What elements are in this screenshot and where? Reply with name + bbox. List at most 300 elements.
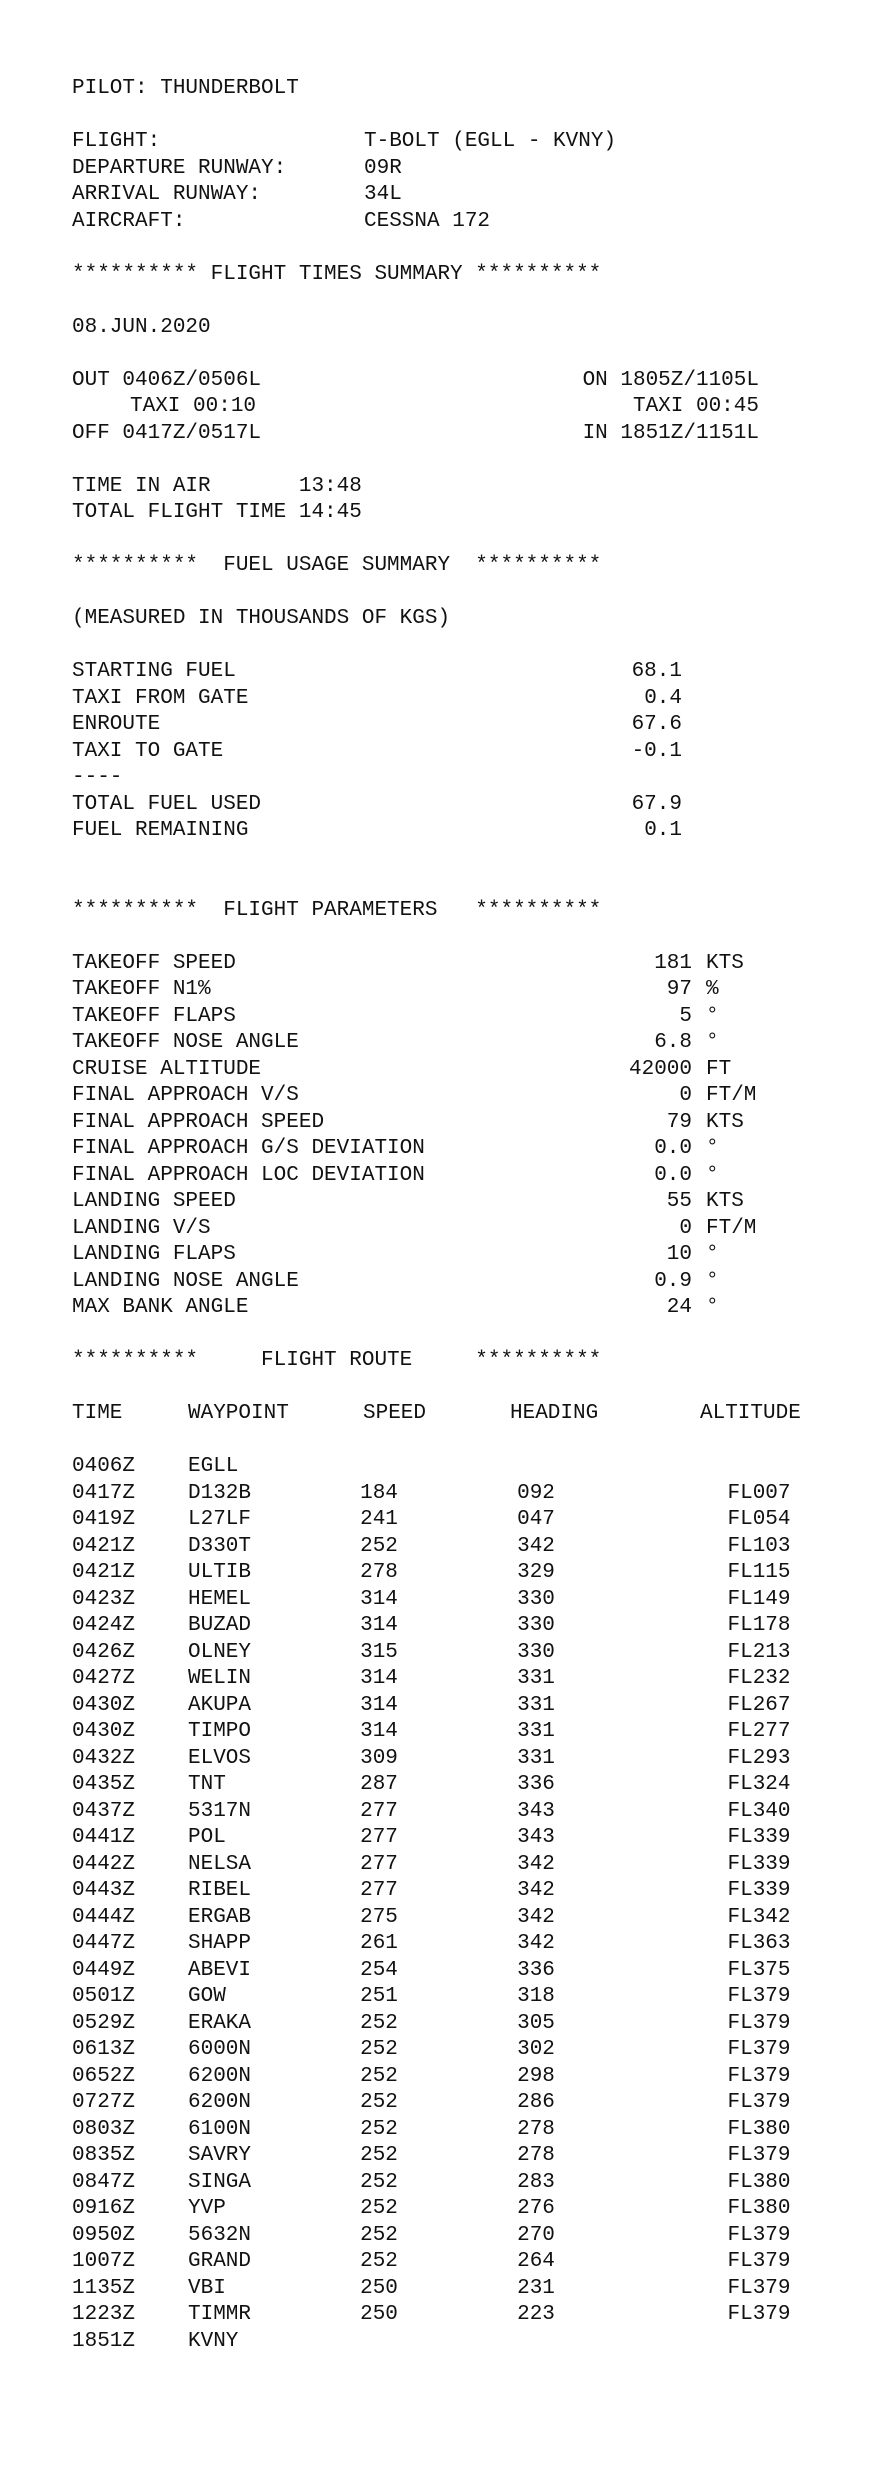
route-waypoint: EGLL: [188, 1455, 239, 1478]
route-waypoint: TIMPO: [188, 1720, 252, 1743]
route-altitude: FL380: [727, 2197, 791, 2220]
time-in-air: TIME IN AIR 13:48: [72, 474, 362, 498]
route-heading: 302: [517, 2038, 555, 2061]
route-heading: 305: [517, 2011, 555, 2035]
route-heading: 092: [517, 1481, 555, 1505]
route-heading: 283: [517, 2170, 555, 2194]
route-time: 1851Z: [72, 2329, 136, 2353]
route-waypoint: 6000N: [188, 2038, 252, 2061]
flight-info-label: ARRIVAL RUNWAY:: [72, 183, 262, 206]
param-value: 24: [666, 1296, 692, 1319]
table-row: [72, 1693, 862, 1720]
route-speed: 252: [360, 1534, 398, 1558]
param-row: [72, 1057, 862, 1084]
param-value: 79: [666, 1110, 692, 1134]
fuel-value: 0.4: [644, 686, 682, 710]
route-heading: 298: [517, 2064, 555, 2088]
param-value: 0: [679, 1216, 692, 1240]
param-label: CRUISE ALTITUDE: [72, 1057, 262, 1081]
table-row: [72, 2249, 862, 2276]
fuel-label: FUEL REMAINING: [72, 819, 249, 842]
flight-info-label: FLIGHT:: [72, 130, 161, 153]
route-speed: 252: [360, 2144, 398, 2167]
param-unit: °: [706, 1269, 719, 1293]
param-row: [72, 1030, 862, 1057]
route-heading: 278: [517, 2144, 555, 2167]
route-waypoint: VBI: [188, 2276, 226, 2300]
param-row: [72, 1242, 862, 1269]
route-heading: 330: [517, 1587, 555, 1611]
param-unit: KTS: [706, 1190, 744, 1213]
route-altitude: FL342: [727, 1905, 791, 1929]
params-block: [72, 951, 862, 1322]
times-row: [72, 394, 862, 421]
route-altitude: FL379: [727, 2223, 791, 2247]
table-row: [72, 2011, 862, 2038]
route-speed: 315: [360, 1640, 398, 1664]
fuel-value: 67.9: [631, 792, 682, 816]
route-waypoint: TNT: [188, 1773, 226, 1796]
route-time: 0424Z: [72, 1614, 136, 1637]
route-altitude: FL339: [727, 1852, 791, 1876]
route-waypoint: L27LF: [188, 1508, 252, 1531]
param-unit: KTS: [706, 1110, 744, 1134]
route-speed: 278: [360, 1561, 398, 1584]
param-unit: FT: [706, 1057, 732, 1081]
route-waypoint: ERAKA: [188, 2011, 252, 2035]
route-speed: 254: [360, 1958, 398, 1982]
route-time: 0835Z: [72, 2144, 136, 2167]
route-speed: 314: [360, 1667, 398, 1690]
table-row: [72, 1746, 862, 1773]
route-waypoint: 5632N: [188, 2223, 252, 2247]
route-waypoint: 6100N: [188, 2117, 252, 2141]
fuel-block: [72, 659, 862, 845]
table-row: [72, 2329, 862, 2356]
route-speed: 252: [360, 2038, 398, 2061]
param-value: 181: [654, 951, 692, 975]
param-unit: KTS: [706, 951, 744, 975]
in-time: IN 1851Z/1151L: [582, 421, 759, 445]
param-value: 0: [679, 1084, 692, 1107]
param-row: [72, 977, 862, 1004]
route-heading: 330: [517, 1614, 555, 1637]
route-speed: 314: [360, 1614, 398, 1637]
table-row: [72, 1852, 862, 1879]
route-heading: 278: [517, 2117, 555, 2141]
fuel-row: [72, 659, 862, 686]
param-label: TAKEOFF NOSE ANGLE: [72, 1031, 299, 1054]
fuel-label: TOTAL FUEL USED: [72, 792, 262, 816]
route-waypoint: SHAPP: [188, 1932, 252, 1955]
flight-info-block: [72, 129, 862, 235]
route-waypoint: POL: [188, 1826, 226, 1849]
pilot-line: PILOT: THUNDERBOLT: [72, 77, 299, 100]
route-heading: 329: [517, 1561, 555, 1584]
route-speed: 250: [360, 2276, 398, 2300]
route-heading: 270: [517, 2223, 555, 2247]
route-altitude: FL379: [727, 2011, 791, 2035]
route-altitude: FL267: [727, 1693, 791, 1717]
table-row: [72, 1905, 862, 1932]
route-heading: 331: [517, 1693, 555, 1717]
route-table: [72, 1454, 862, 2355]
route-time: 0847Z: [72, 2170, 136, 2194]
route-altitude: FL379: [727, 2064, 791, 2088]
param-value: 55: [666, 1190, 692, 1213]
col-header-speed: SPEED: [363, 1402, 427, 1425]
route-time: 1135Z: [72, 2276, 136, 2300]
route-time: 1007Z: [72, 2250, 136, 2273]
taxi-out-time: TAXI 00:10: [130, 395, 257, 418]
table-row: [72, 1454, 862, 1481]
times-row: [72, 368, 862, 395]
fuel-separator: ----: [72, 766, 123, 789]
route-time: 0442Z: [72, 1852, 136, 1876]
route-waypoint: WELIN: [188, 1667, 252, 1690]
flight-info-row: [72, 209, 862, 236]
route-speed: 252: [360, 2064, 398, 2088]
route-time: 0406Z: [72, 1455, 136, 1478]
route-time: 0419Z: [72, 1508, 136, 1531]
col-header-heading: HEADING: [510, 1402, 599, 1425]
param-row: [72, 1110, 862, 1137]
route-heading: 276: [517, 2197, 555, 2220]
route-altitude: FL379: [727, 1985, 791, 2008]
param-row: [72, 1004, 862, 1031]
flight-info-row: [72, 156, 862, 183]
route-altitude: FL293: [727, 1746, 791, 1770]
table-row: [72, 2170, 862, 2197]
param-row: [72, 1163, 862, 1190]
route-altitude: FL363: [727, 1932, 791, 1955]
route-heading: 336: [517, 1773, 555, 1796]
route-altitude: FL379: [727, 2250, 791, 2273]
route-waypoint: SINGA: [188, 2170, 252, 2194]
route-heading: 331: [517, 1667, 555, 1690]
route-time: 0423Z: [72, 1587, 136, 1611]
route-waypoint: 6200N: [188, 2064, 252, 2088]
fuel-units-note: (MEASURED IN THOUSANDS OF KGS): [72, 607, 451, 630]
route-time: 0501Z: [72, 1985, 136, 2008]
param-unit: FT/M: [706, 1084, 757, 1107]
total-flight-time: TOTAL FLIGHT TIME 14:45: [72, 501, 362, 524]
fuel-section-header: ********** FUEL USAGE SUMMARY **********: [72, 554, 602, 577]
route-time: 0613Z: [72, 2038, 136, 2061]
route-time: 0421Z: [72, 1561, 136, 1584]
route-altitude: FL178: [727, 1614, 791, 1637]
route-speed: 287: [360, 1773, 398, 1796]
table-row: [72, 1666, 862, 1693]
route-heading: 330: [517, 1640, 555, 1664]
route-speed: 252: [360, 2117, 398, 2141]
route-waypoint: OLNEY: [188, 1640, 252, 1664]
route-heading: 331: [517, 1720, 555, 1743]
param-row: [72, 1136, 862, 1163]
fuel-row: [72, 712, 862, 739]
fuel-row: [72, 818, 862, 845]
route-speed: 252: [360, 2091, 398, 2114]
route-speed: 252: [360, 2250, 398, 2273]
route-time: 0950Z: [72, 2223, 136, 2247]
route-altitude: FL213: [727, 1640, 791, 1664]
flight-report: [72, 76, 862, 2355]
fuel-label: ENROUTE: [72, 713, 161, 736]
route-altitude: FL379: [727, 2091, 791, 2114]
route-time: 0652Z: [72, 2064, 136, 2088]
param-unit: °: [706, 1163, 719, 1187]
params-section-header: ********** FLIGHT PARAMETERS **********: [72, 898, 602, 922]
fuel-row: [72, 686, 862, 713]
route-time: 0430Z: [72, 1693, 136, 1717]
param-row: [72, 1295, 862, 1322]
flight-info-value: T-BOLT (EGLL - KVNY): [364, 130, 617, 153]
route-heading: 264: [517, 2250, 555, 2273]
route-time: 0444Z: [72, 1905, 136, 1929]
param-label: FINAL APPROACH V/S: [72, 1084, 299, 1107]
route-time: 0417Z: [72, 1481, 136, 1505]
route-speed: 277: [360, 1826, 398, 1849]
route-heading: 318: [517, 1985, 555, 2008]
route-time: 0727Z: [72, 2091, 136, 2114]
fuel-value: 0.1: [644, 819, 682, 842]
route-speed: 250: [360, 2303, 398, 2326]
table-row: [72, 1958, 862, 1985]
param-row: [72, 951, 862, 978]
table-row: [72, 2276, 862, 2303]
param-label: TAKEOFF N1%: [72, 978, 211, 1001]
param-row: [72, 1216, 862, 1243]
route-heading: 286: [517, 2091, 555, 2114]
param-label: MAX BANK ANGLE: [72, 1296, 249, 1319]
route-time: 0435Z: [72, 1773, 136, 1796]
param-value: 10: [666, 1243, 692, 1266]
param-value: 5: [679, 1004, 692, 1028]
fuel-label: TAXI FROM GATE: [72, 686, 249, 710]
taxi-in-time: TAXI 00:45: [632, 395, 759, 418]
route-waypoint: KVNY: [188, 2329, 239, 2353]
route-speed: 252: [360, 2197, 398, 2220]
route-waypoint: YVP: [188, 2197, 226, 2220]
route-heading: 331: [517, 1746, 555, 1770]
flight-info-row: [72, 129, 862, 156]
route-speed: 277: [360, 1852, 398, 1876]
route-waypoint: GOW: [188, 1985, 226, 2008]
col-header-time: TIME: [72, 1402, 123, 1425]
table-row: [72, 2117, 862, 2144]
col-header-waypoint: WAYPOINT: [188, 1402, 289, 1425]
route-waypoint: D330T: [188, 1534, 252, 1558]
route-speed: 309: [360, 1746, 398, 1770]
param-label: TAKEOFF FLAPS: [72, 1004, 236, 1028]
table-row: [72, 2302, 862, 2329]
table-row: [72, 1984, 862, 2011]
route-time: 0443Z: [72, 1879, 136, 1902]
route-altitude: FL379: [727, 2276, 791, 2300]
param-unit: °: [706, 1031, 719, 1054]
flight-date: 08.JUN.2020: [72, 315, 211, 339]
route-time: 0449Z: [72, 1958, 136, 1982]
flight-info-value: 34L: [364, 183, 402, 206]
route-heading: 342: [517, 1905, 555, 1929]
flight-info-row: [72, 182, 862, 209]
out-time: OUT 0406Z/0506L: [72, 368, 262, 392]
col-header-altitude: ALTITUDE: [700, 1402, 801, 1425]
fuel-label: TAXI TO GATE: [72, 739, 224, 763]
route-heading: 223: [517, 2303, 555, 2326]
param-label: TAKEOFF SPEED: [72, 951, 236, 975]
param-unit: °: [706, 1137, 719, 1160]
route-heading: 047: [517, 1508, 555, 1531]
fuel-label: STARTING FUEL: [72, 660, 236, 683]
fuel-row: [72, 792, 862, 819]
param-label: FINAL APPROACH G/S DEVIATION: [72, 1137, 425, 1160]
table-row: [72, 1640, 862, 1667]
table-row: [72, 2037, 862, 2064]
route-heading: 342: [517, 1879, 555, 1902]
route-waypoint: RIBEL: [188, 1879, 252, 1902]
table-row: [72, 2143, 862, 2170]
route-altitude: FL379: [727, 2303, 791, 2326]
flight-info-value: CESSNA 172: [364, 209, 491, 233]
route-altitude: FL277: [727, 1720, 791, 1743]
fuel-value: 67.6: [631, 713, 682, 736]
route-time: 0437Z: [72, 1799, 136, 1823]
param-value: 6.8: [654, 1031, 692, 1054]
param-row: [72, 1269, 862, 1296]
table-row: [72, 2064, 862, 2091]
route-waypoint: 6200N: [188, 2091, 252, 2114]
param-label: LANDING V/S: [72, 1216, 211, 1240]
fuel-value: 68.1: [631, 660, 682, 683]
route-speed: 314: [360, 1587, 398, 1611]
param-value: 42000: [628, 1057, 692, 1081]
route-altitude: FL339: [727, 1879, 791, 1902]
route-altitude: FL375: [727, 1958, 791, 1982]
table-row: [72, 2223, 862, 2250]
param-unit: %: [706, 978, 719, 1001]
route-speed: 277: [360, 1879, 398, 1902]
param-row: [72, 1189, 862, 1216]
route-altitude: FL380: [727, 2117, 791, 2141]
table-row: [72, 1825, 862, 1852]
route-waypoint: GRAND: [188, 2250, 252, 2273]
times-row: [72, 421, 862, 448]
table-row: [72, 2196, 862, 2223]
param-label: LANDING SPEED: [72, 1190, 236, 1213]
param-unit: FT/M: [706, 1216, 757, 1240]
route-speed: 277: [360, 1799, 398, 1823]
route-time: 0441Z: [72, 1826, 136, 1849]
route-waypoint: ULTIB: [188, 1561, 252, 1584]
route-waypoint: ABEVI: [188, 1958, 252, 1982]
route-time: 0421Z: [72, 1534, 136, 1558]
route-heading: 342: [517, 1852, 555, 1876]
table-row: [72, 1481, 862, 1508]
route-heading: 342: [517, 1932, 555, 1955]
route-time: 0916Z: [72, 2197, 136, 2220]
route-waypoint: NELSA: [188, 1852, 252, 1876]
route-waypoint: AKUPA: [188, 1693, 252, 1717]
route-waypoint: ELVOS: [188, 1746, 252, 1770]
route-speed: 252: [360, 2223, 398, 2247]
route-speed: 314: [360, 1693, 398, 1717]
table-row: [72, 1719, 862, 1746]
param-value: 97: [666, 978, 692, 1001]
param-label: LANDING NOSE ANGLE: [72, 1269, 299, 1293]
param-unit: °: [706, 1243, 719, 1266]
route-heading: 343: [517, 1799, 555, 1823]
table-row: [72, 2090, 862, 2117]
off-time: OFF 0417Z/0517L: [72, 421, 262, 445]
route-time: 0427Z: [72, 1667, 136, 1690]
table-row: [72, 1772, 862, 1799]
param-value: 0.0: [654, 1163, 692, 1187]
param-value: 0.9: [654, 1269, 692, 1293]
param-label: FINAL APPROACH LOC DEVIATION: [72, 1163, 425, 1187]
times-section-header: ********** FLIGHT TIMES SUMMARY **********: [72, 262, 602, 286]
param-label: LANDING FLAPS: [72, 1243, 236, 1266]
table-row: [72, 1507, 862, 1534]
route-time: 0803Z: [72, 2117, 136, 2141]
route-time: 0426Z: [72, 1640, 136, 1664]
route-altitude: FL007: [727, 1481, 791, 1505]
table-row: [72, 1799, 862, 1826]
route-altitude: FL339: [727, 1826, 791, 1849]
route-time: 0432Z: [72, 1746, 136, 1770]
flight-info-value: 09R: [364, 156, 402, 180]
param-row: [72, 1083, 862, 1110]
route-speed: 241: [360, 1508, 398, 1531]
fuel-row: [72, 739, 862, 766]
param-unit: °: [706, 1004, 719, 1028]
route-altitude: FL103: [727, 1534, 791, 1558]
param-value: 0.0: [654, 1137, 692, 1160]
table-row: [72, 1560, 862, 1587]
route-speed: 251: [360, 1985, 398, 2008]
route-altitude: FL149: [727, 1587, 791, 1611]
route-speed: 261: [360, 1932, 398, 1955]
route-heading: 343: [517, 1826, 555, 1849]
route-altitude: FL232: [727, 1667, 791, 1690]
table-row: [72, 1534, 862, 1561]
route-speed: 314: [360, 1720, 398, 1743]
times-block: [72, 368, 862, 448]
on-time: ON 1805Z/1105L: [582, 368, 759, 392]
route-heading: 342: [517, 1534, 555, 1558]
route-altitude: FL379: [727, 2144, 791, 2167]
fuel-value: -0.1: [631, 739, 682, 763]
flight-info-label: DEPARTURE RUNWAY:: [72, 156, 287, 180]
route-altitude: FL379: [727, 2038, 791, 2061]
route-speed: 275: [360, 1905, 398, 1929]
route-altitude: FL380: [727, 2170, 791, 2194]
route-time: 1223Z: [72, 2303, 136, 2326]
route-waypoint: ERGAB: [188, 1905, 252, 1929]
route-heading: 231: [517, 2276, 555, 2300]
route-speed: 252: [360, 2170, 398, 2194]
route-waypoint: HEMEL: [188, 1587, 252, 1611]
route-time: 0529Z: [72, 2011, 136, 2035]
table-row: [72, 1931, 862, 1958]
table-row: [72, 1878, 862, 1905]
route-speed: 184: [360, 1481, 398, 1505]
route-altitude: FL340: [727, 1799, 791, 1823]
flight-info-label: AIRCRAFT:: [72, 209, 186, 233]
route-waypoint: SAVRY: [188, 2144, 252, 2167]
table-row: [72, 1613, 862, 1640]
route-waypoint: 5317N: [188, 1799, 252, 1823]
